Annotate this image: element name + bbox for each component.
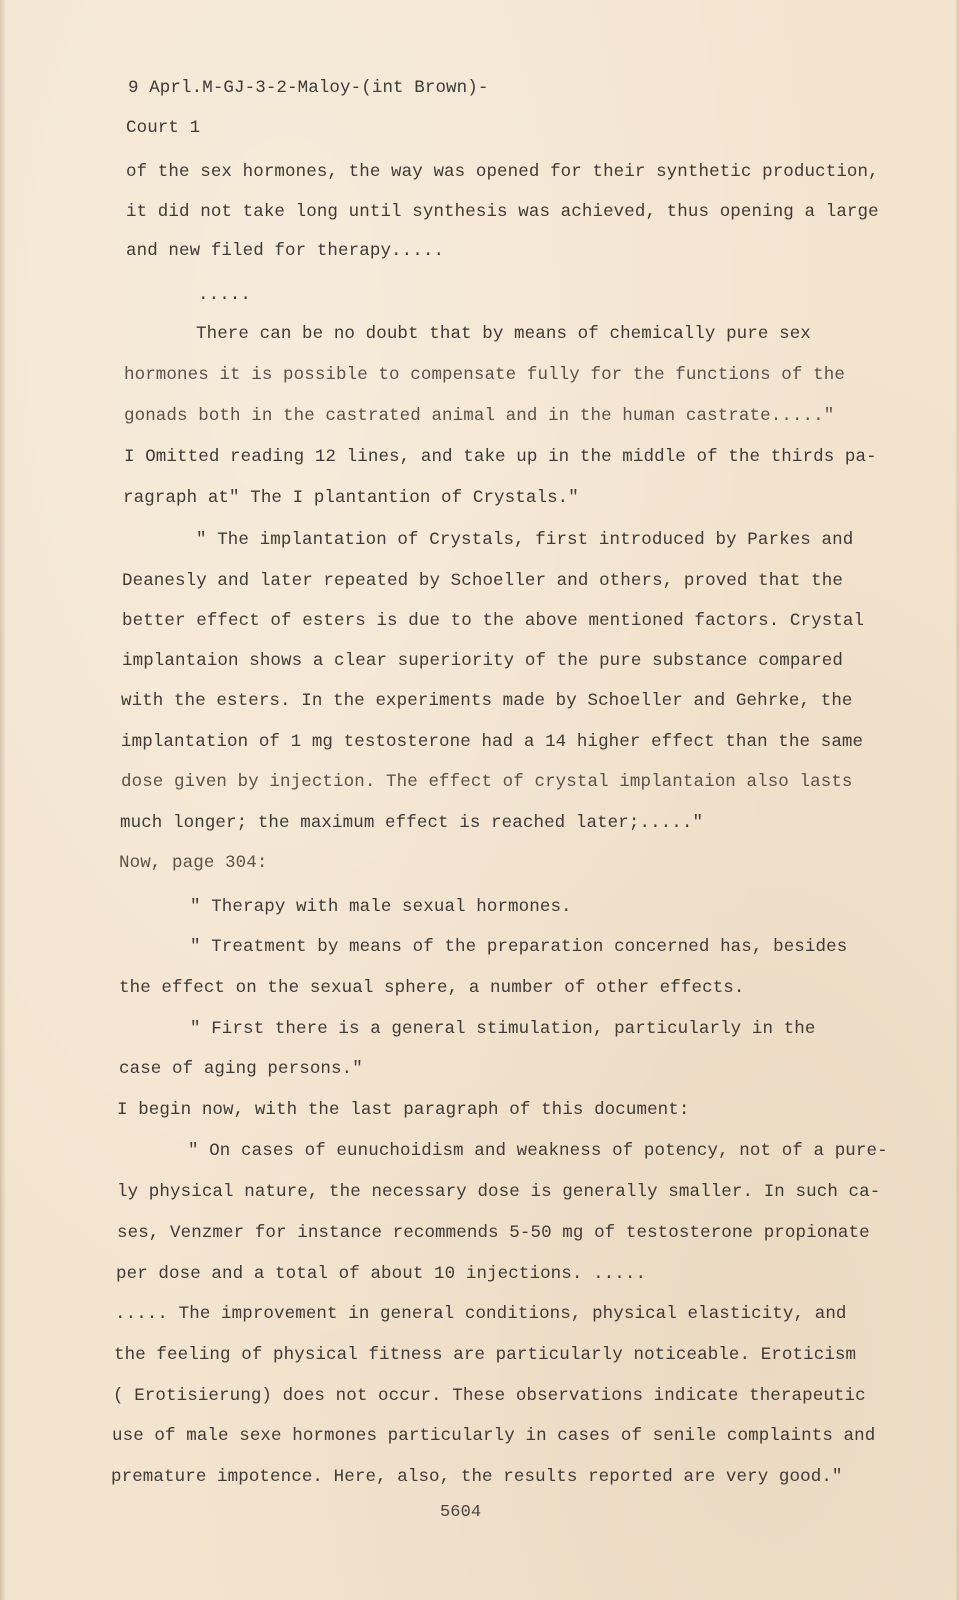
text-line: per dose and a total of about 10 injections. ..... — [116, 1264, 647, 1284]
text-line: the effect on the sexual sphere, a number of other effects. — [119, 978, 745, 998]
page-number: 5604 — [440, 1503, 482, 1522]
text-line: hormones it is possible to compensate fully for the functions of the — [124, 365, 845, 385]
text-line: ragraph at" The I plantantion of Crystals." — [123, 488, 579, 508]
text-line: premature impotence. Here, also, the results reported are very good." — [111, 1467, 843, 1487]
text-line: ses, Venzmer for instance recommends 5-50 mg of testosterone propionate — [117, 1223, 870, 1243]
text-line: dose given by injection. The effect of crystal implantaion also lasts — [121, 772, 853, 792]
text-line: Now, page 304: — [119, 853, 268, 873]
text-line: implantaion shows a clear superiority of the pure substance compared — [122, 651, 843, 671]
text-line: Deanesly and later repeated by Schoeller and others, proved that the — [122, 571, 843, 591]
text-line: ly physical nature, the necessary dose is generally smaller. In such ca- — [117, 1182, 881, 1202]
text-line: There can be no doubt that by means of chemically pure sex — [196, 324, 811, 344]
text-line: I Omitted reading 12 lines, and take up in the middle of the thirds pa- — [124, 447, 877, 467]
text-line: " On cases of eunuchoidism and weakness of potency, not of a pure- — [188, 1141, 888, 1161]
text-line: use of male sexe hormones particularly in cases of senile complaints and — [112, 1426, 876, 1446]
text-line: " First there is a general stimulation, particularly in the — [190, 1019, 816, 1039]
court-label: Court 1 — [126, 118, 201, 138]
text-line: better effect of esters is due to the above mentioned factors. Crystal — [122, 611, 865, 631]
text-line: " Treatment by means of the preparation concerned has, besides — [190, 937, 848, 957]
text-line: much longer; the maximum effect is reached later;....." — [120, 813, 704, 833]
text-line: the feeling of physical fitness are particularly noticeable. Eroticism — [114, 1345, 857, 1365]
text-line: gonads both in the castrated animal and in the human castrate....." — [124, 406, 835, 426]
text-line: with the esters. In the experiments made by Schoeller and Gehrke, the — [121, 691, 853, 711]
ellipsis-line: ..... — [198, 285, 252, 305]
text-line: ..... The improvement in general conditions, physical elasticity, and — [115, 1304, 847, 1324]
page-header: 9 Aprl.M-GJ-3-2-Maloy-(int Brown)- — [128, 78, 489, 98]
text-line: case of aging persons." — [119, 1059, 363, 1079]
text-line: " The implantation of Crystals, first introduced by Parkes and — [196, 530, 854, 550]
text-line: ( Erotisierung) does not occur. These observations indicate therapeutic — [113, 1386, 866, 1406]
text-line: " Therapy with male sexual hormones. — [190, 897, 572, 917]
text-line: of the sex hormones, the way was opened for their synthetic production, — [126, 162, 879, 182]
text-line: implantation of 1 mg testosterone had a 14 higher effect than the same — [121, 732, 864, 752]
text-line: it did not take long until synthesis was achieved, thus opening a large — [126, 202, 879, 222]
paper-edge-right — [955, 0, 959, 1600]
text-line: I begin now, with the last paragraph of this document: — [117, 1100, 690, 1120]
paper-edge-left — [0, 0, 6, 1600]
text-line: and new filed for therapy..... — [126, 241, 445, 261]
